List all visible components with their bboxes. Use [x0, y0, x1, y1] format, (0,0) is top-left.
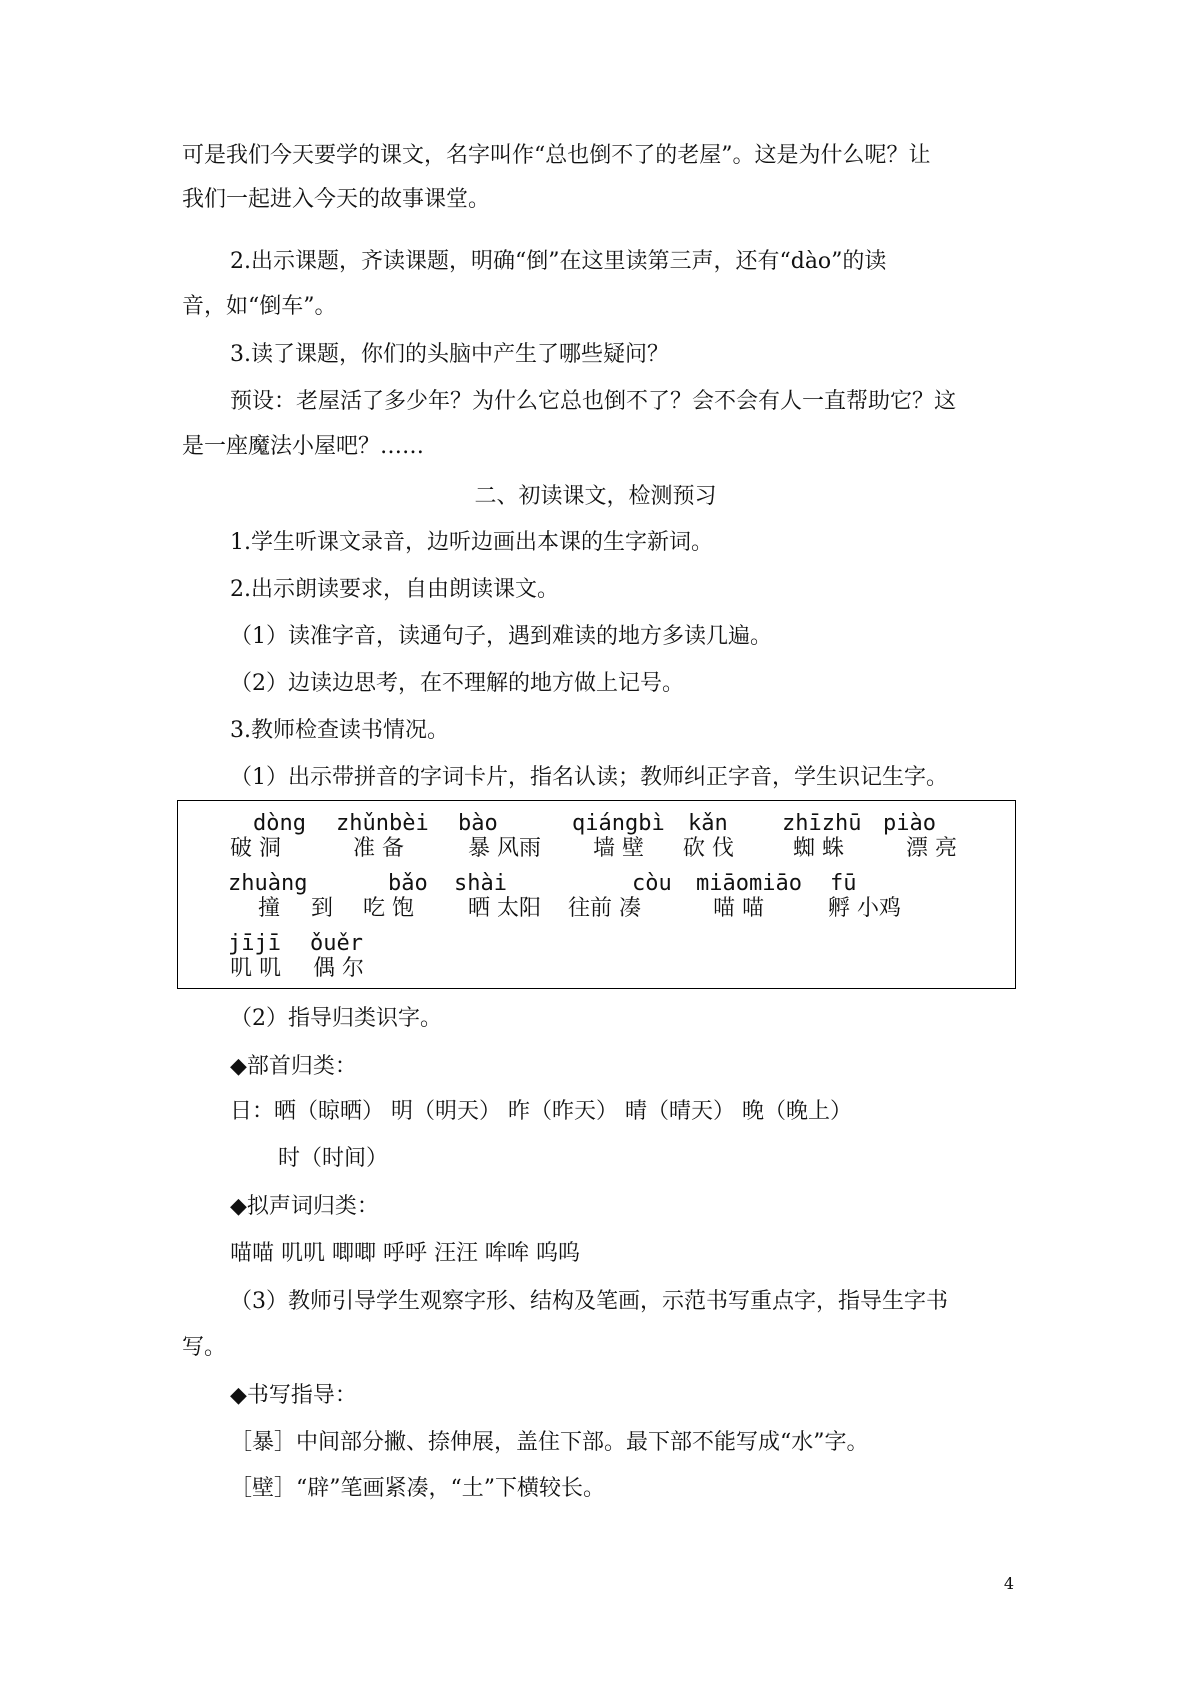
pinyin: kǎn	[688, 811, 728, 836]
paragraph-line: 是一座魔法小屋吧？……	[182, 434, 425, 459]
subheading: ◆部首归类：	[230, 1054, 357, 1079]
paragraph-line: （1）读准字音，读通句子，遇到难读的地方多读几遍。	[230, 624, 772, 649]
hanzi-word: 晒 太阳	[468, 896, 541, 921]
hanzi-word: 叽 叽	[230, 956, 281, 981]
hanzi-word: 蜘 蛛	[793, 836, 844, 861]
pinyin: bào	[458, 811, 498, 836]
subheading: ◆拟声词归类：	[230, 1194, 379, 1219]
pinyin: bǎo	[388, 871, 428, 896]
paragraph-line: （2）边读边思考，在不理解的地方做上记号。	[230, 671, 684, 696]
pinyin: zhuàng	[228, 871, 308, 896]
hanzi-word: 墙 壁	[593, 836, 644, 861]
hanzi-word: 偶 尔	[313, 956, 364, 981]
pinyin: còu	[632, 871, 672, 896]
paragraph-line: （1）出示带拼音的字词卡片，指名认读；教师纠正字音，学生识记生字。	[230, 765, 948, 790]
pinyin: zhīzhū	[782, 811, 862, 836]
paragraph-line: 3.教师检查读书情况。	[230, 718, 449, 743]
hanzi-word: 砍 伐	[683, 836, 734, 861]
pinyin: jījī	[228, 931, 281, 956]
paragraph-line: （2）指导归类识字。	[230, 1006, 442, 1031]
hanzi-word: 破 洞	[230, 836, 281, 861]
hanzi-word: 准 备	[353, 836, 404, 861]
subheading: ◆书写指导：	[230, 1383, 357, 1408]
writing-guide-line: ［壁］“辟”笔画紧凑，“土”下横较长。	[230, 1476, 605, 1501]
paragraph-line: 可是我们今天要学的课文，名字叫作“总也倒不了的老屋”。这是为什么呢？让	[182, 143, 931, 168]
writing-guide-line: ［暴］中间部分撇、捺伸展，盖住下部。最下部不能写成“水”字。	[230, 1430, 869, 1455]
hanzi-word: 暴 风雨	[468, 836, 541, 861]
radical-group-line: 时（时间）	[278, 1146, 389, 1171]
hanzi-word: 撞	[258, 896, 281, 921]
pinyin: zhǔnbèi	[336, 811, 429, 836]
hanzi-word: 到	[311, 896, 334, 921]
pinyin: shài	[454, 871, 507, 896]
paragraph-line: （3）教师引导学生观察字形、结构及笔画，示范书写重点字，指导生字书	[230, 1289, 948, 1314]
paragraph-line: 预设：老屋活了多少年？为什么它总也倒不了？会不会有人一直帮助它？这	[230, 389, 957, 414]
paragraph-line: 2.出示课题，齐读课题，明确“倒”在这里读第三声，还有“dào”的读	[230, 249, 887, 274]
hanzi-word: 喵 喵	[713, 896, 764, 921]
hanzi-word: 孵 小鸡	[828, 896, 901, 921]
hanzi-word: 往前 凑	[568, 896, 641, 921]
pinyin: qiángbì	[572, 811, 665, 836]
paragraph-line: 我们一起进入今天的故事课堂。	[182, 187, 491, 212]
hanzi-word: 吃 饱	[363, 896, 414, 921]
paragraph-line: 2.出示朗读要求，自由朗读课文。	[230, 577, 559, 602]
pinyin: fū	[830, 871, 857, 896]
onomatopoeia-line: 喵喵 叽叽 唧唧 呼呼 汪汪 哞哞 呜呜	[230, 1241, 580, 1266]
pinyin: ǒuěr	[310, 931, 363, 956]
hanzi-word: 漂 亮	[906, 836, 957, 861]
paragraph-line: 1.学生听课文录音，边听边画出本课的生字新词。	[230, 530, 713, 555]
pinyin: dòng	[253, 811, 306, 836]
pinyin: piào	[883, 811, 936, 836]
page-number: 4	[1003, 1574, 1014, 1593]
radical-group-line: 日：晒（晾晒） 明（明天） 昨（昨天） 晴（晴天） 晚（晚上）	[230, 1099, 852, 1124]
paragraph-line: 音，如“倒车”。	[182, 294, 337, 319]
pinyin-card-box	[177, 800, 1016, 989]
pinyin: miāomiāo	[696, 871, 802, 896]
paragraph-line: 3.读了课题，你们的头脑中产生了哪些疑问？	[230, 342, 669, 367]
paragraph-line: 写。	[182, 1335, 227, 1360]
section-heading: 二、初读课文，检测预习	[474, 484, 717, 509]
